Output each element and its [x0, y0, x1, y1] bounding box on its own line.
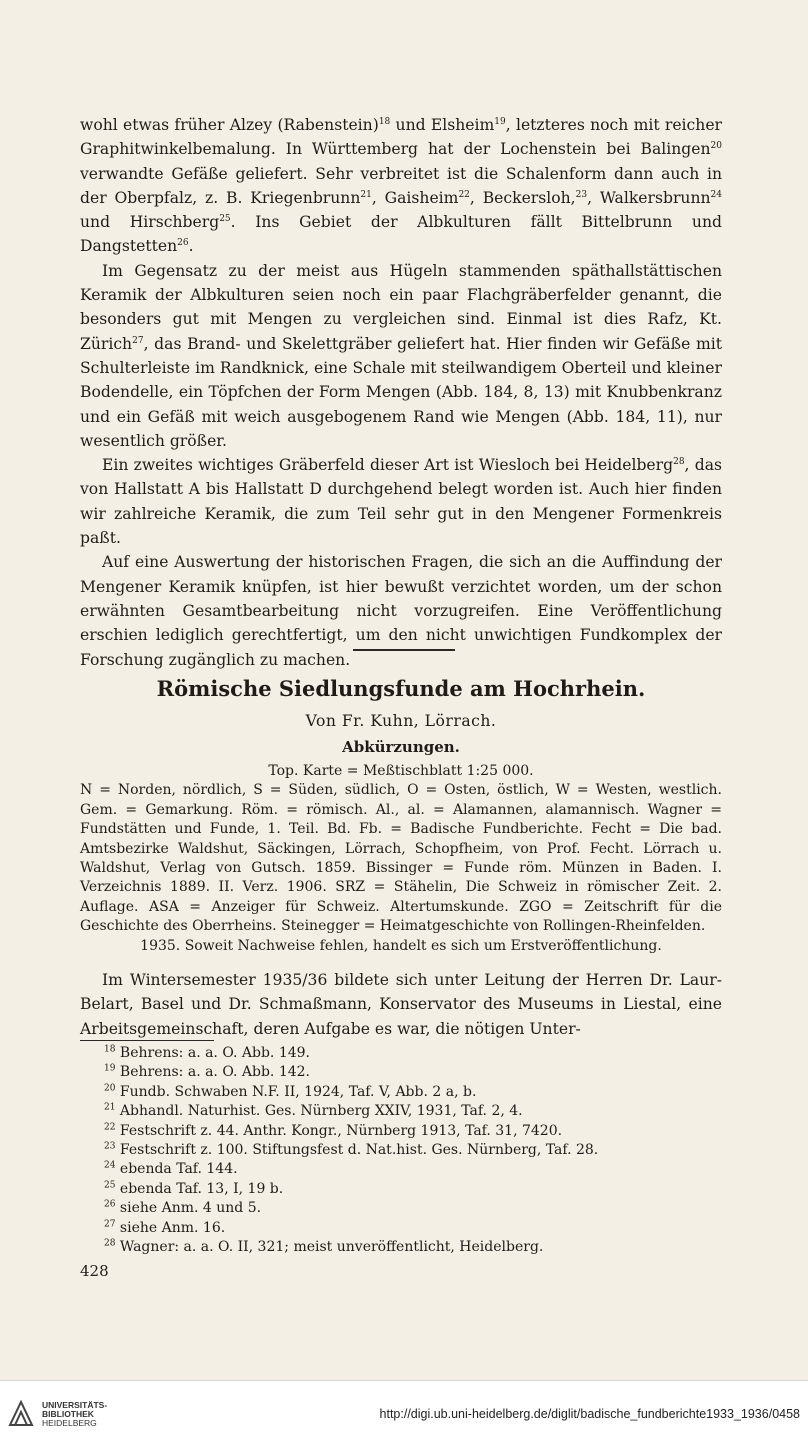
footnote: $^{19}$ Behrens: a. a. O. Abb. 142. [104, 1063, 310, 1081]
paragraph: Im Gegensatz zu der meist aus Hügeln stammenden späthallstättischen Keramik der Albkulturen seien noch ein paar Flachgräberfelder genannt, die besonders gut mit Mengen zu vergleichen sind. Einmal ist dies Rafz, Kt. Zürich$^{27}$, das Brand- und Skelettgräber geliefert hat. Hier finden wir Gefäße mit Schulterleiste im Randknick, eine Schale mit steilwandigem Oberteil und kleiner Bodendelle, ein Töpfchen der Form Mengen (Abb. 184, 8, 13) mit Knubbenkranz und ein Gefäß mit weich ausgebogenem Rand wie Mengen (Abb. 184, 11), nur wesentlich größer. [80, 261, 722, 450]
library-name: UNIVERSITÄTS- BIBLIOTHEK HEIDELBERG [42, 1400, 108, 1428]
footnotes [104, 1044, 724, 1257]
footnote: $^{28}$ Wagner: a. a. O. II, 321; meist unveröffentlicht, Heidelberg. [104, 1238, 544, 1256]
paragraph: Auf eine Auswertung der historischen Fragen, die sich an die Auffindung der Mengener Keramik knüpfen, ist hier bewußt verzichtet worden, um der schon erwähnten Gesamtbearbeitung nicht vorzugreifen. Eine Veröffentlichung erschien lediglich gerechtfertigt, um den nicht unwichtigen Fundkomplex der Forschung zugänglich zu machen. [80, 553, 722, 669]
footnote: $^{25}$ ebenda Taf. 13, I, 19 b. [104, 1180, 284, 1197]
abbreviation-list: N = Norden, nördlich, S = Süden, südlich, O = Osten, östlich, W = Westen, westlich. Gem. = Gemarkung. Röm. = römisch. Al., al. = Alamannen, alamannisch. Wagner = Fundstätten und Funde, 1. Teil. Bd. Fb. = Badische Fundberichte. Fecht = Die bad. Amtsbezirke Waldshut, Säckingen, Lörrach, Schopfheim, von Prof. Fecht. Lörrach u. Waldshut, Verlag von Gutsch. 1859. Bissinger = Funde röm. Münzen in Baden. I. Verzeichnis 1889. II. Verz. 1906. SRZ = Stähelin, Die Schweiz in römischer Zeit. 2. Auflage. ASA = Anzeiger für Schweiz. Altertumskunde. ZGO = Zeitschrift für die Geschichte des Oberrheins. Steinegger = Heimatgeschichte von Rollingen-Rheinfelden. [80, 782, 722, 935]
page-number: 428 [80, 1262, 109, 1280]
article-title: Römische Siedlungsfunde am Hochrhein. [156, 676, 646, 701]
paragraph: wohl etwas früher Alzey (Rabenstein)$^{18}$ und Elsheim$^{19}$, letzteres noch mit reicher Graphitwinkelbemalung. In Württemberg hat der Lochenstein bei Balingen$^{20}$ verwandte Gefäße geliefert. Sehr verbreitet ist die Schalenform dann auch in der Oberpfalz, z. B. Kriegenbrunn$^{21}$, Gaisheim$^{22}$, Beckersloh,$^{23}$, Walkersbrunn$^{24}$ und Hirschberg$^{25}$. Ins Gebiet der Albkulturen fällt Bittelbrunn und Dangstetten$^{26}$. [80, 116, 722, 256]
abbreviation-line: Top. Karte = Meßtischblatt 1:25 000. [268, 763, 534, 779]
footnote: $^{24}$ ebenda Taf. 144. [104, 1160, 238, 1178]
footnote: $^{18}$ Behrens: a. a. O. Abb. 149. [104, 1044, 310, 1061]
footnote: $^{20}$ Fundb. Schwaben N.F. II, 1924, Taf. V, Abb. 2 a, b. [104, 1083, 477, 1100]
source-url-link[interactable]: http://digi.ub.uni-heidelberg.de/diglit/badische_fundberichte1933_1936/0458 [379, 1407, 800, 1421]
footnote: $^{27}$ siehe Anm. 16. [104, 1219, 226, 1236]
article-byline: Von Fr. Kuhn, Lörrach. [305, 712, 497, 730]
article-intro [80, 968, 722, 1041]
footnote: $^{21}$ Abhandl. Naturhist. Ges. Nürnberg XXIV, 1931, Taf. 2, 4. [104, 1102, 523, 1120]
abbreviations-block [80, 762, 722, 956]
body-text [80, 113, 722, 672]
footnote-rule [80, 1040, 214, 1041]
paragraph: Ein zweites wichtiges Gräberfeld dieser Art ist Wiesloch bei Heidelberg$^{28}$, das von Hallstatt A bis Hallstatt D durchgehend belegt worden ist. Auch hier finden wir zahlreiche Keramik, die zum Teil sehr gut in den Mengener Formenkreis paßt. [80, 456, 722, 548]
footnote: $^{22}$ Festschrift z. 44. Anthr. Kongr., Nürnberg 1913, Taf. 31, 7420. [104, 1121, 563, 1139]
paragraph: Im Wintersemester 1935/36 bildete sich unter Leitung der Herren Dr. Laur-Belart, Basel und Dr. Schmaßmann, Konservator des Museums in Liestal, eine Arbeitsgemeinschaft, deren Aufgabe es war, die nötigen Unter- [80, 971, 722, 1038]
abbreviations-heading: Abkürzungen. [342, 738, 460, 756]
footnote: $^{23}$ Festschrift z. 100. Stiftungsfest d. Nat.hist. Ges. Nürnberg, Taf. 28. [104, 1141, 599, 1159]
footnote: $^{26}$ siehe Anm. 4 und 5. [104, 1199, 262, 1217]
footer-bar [0, 1380, 808, 1448]
abbreviation-line: 1935. Soweit Nachweise fehlen, handelt es sich um Erstveröffentlichung. [140, 937, 662, 954]
section-divider [353, 649, 455, 651]
university-library-logo-icon [6, 1399, 36, 1429]
